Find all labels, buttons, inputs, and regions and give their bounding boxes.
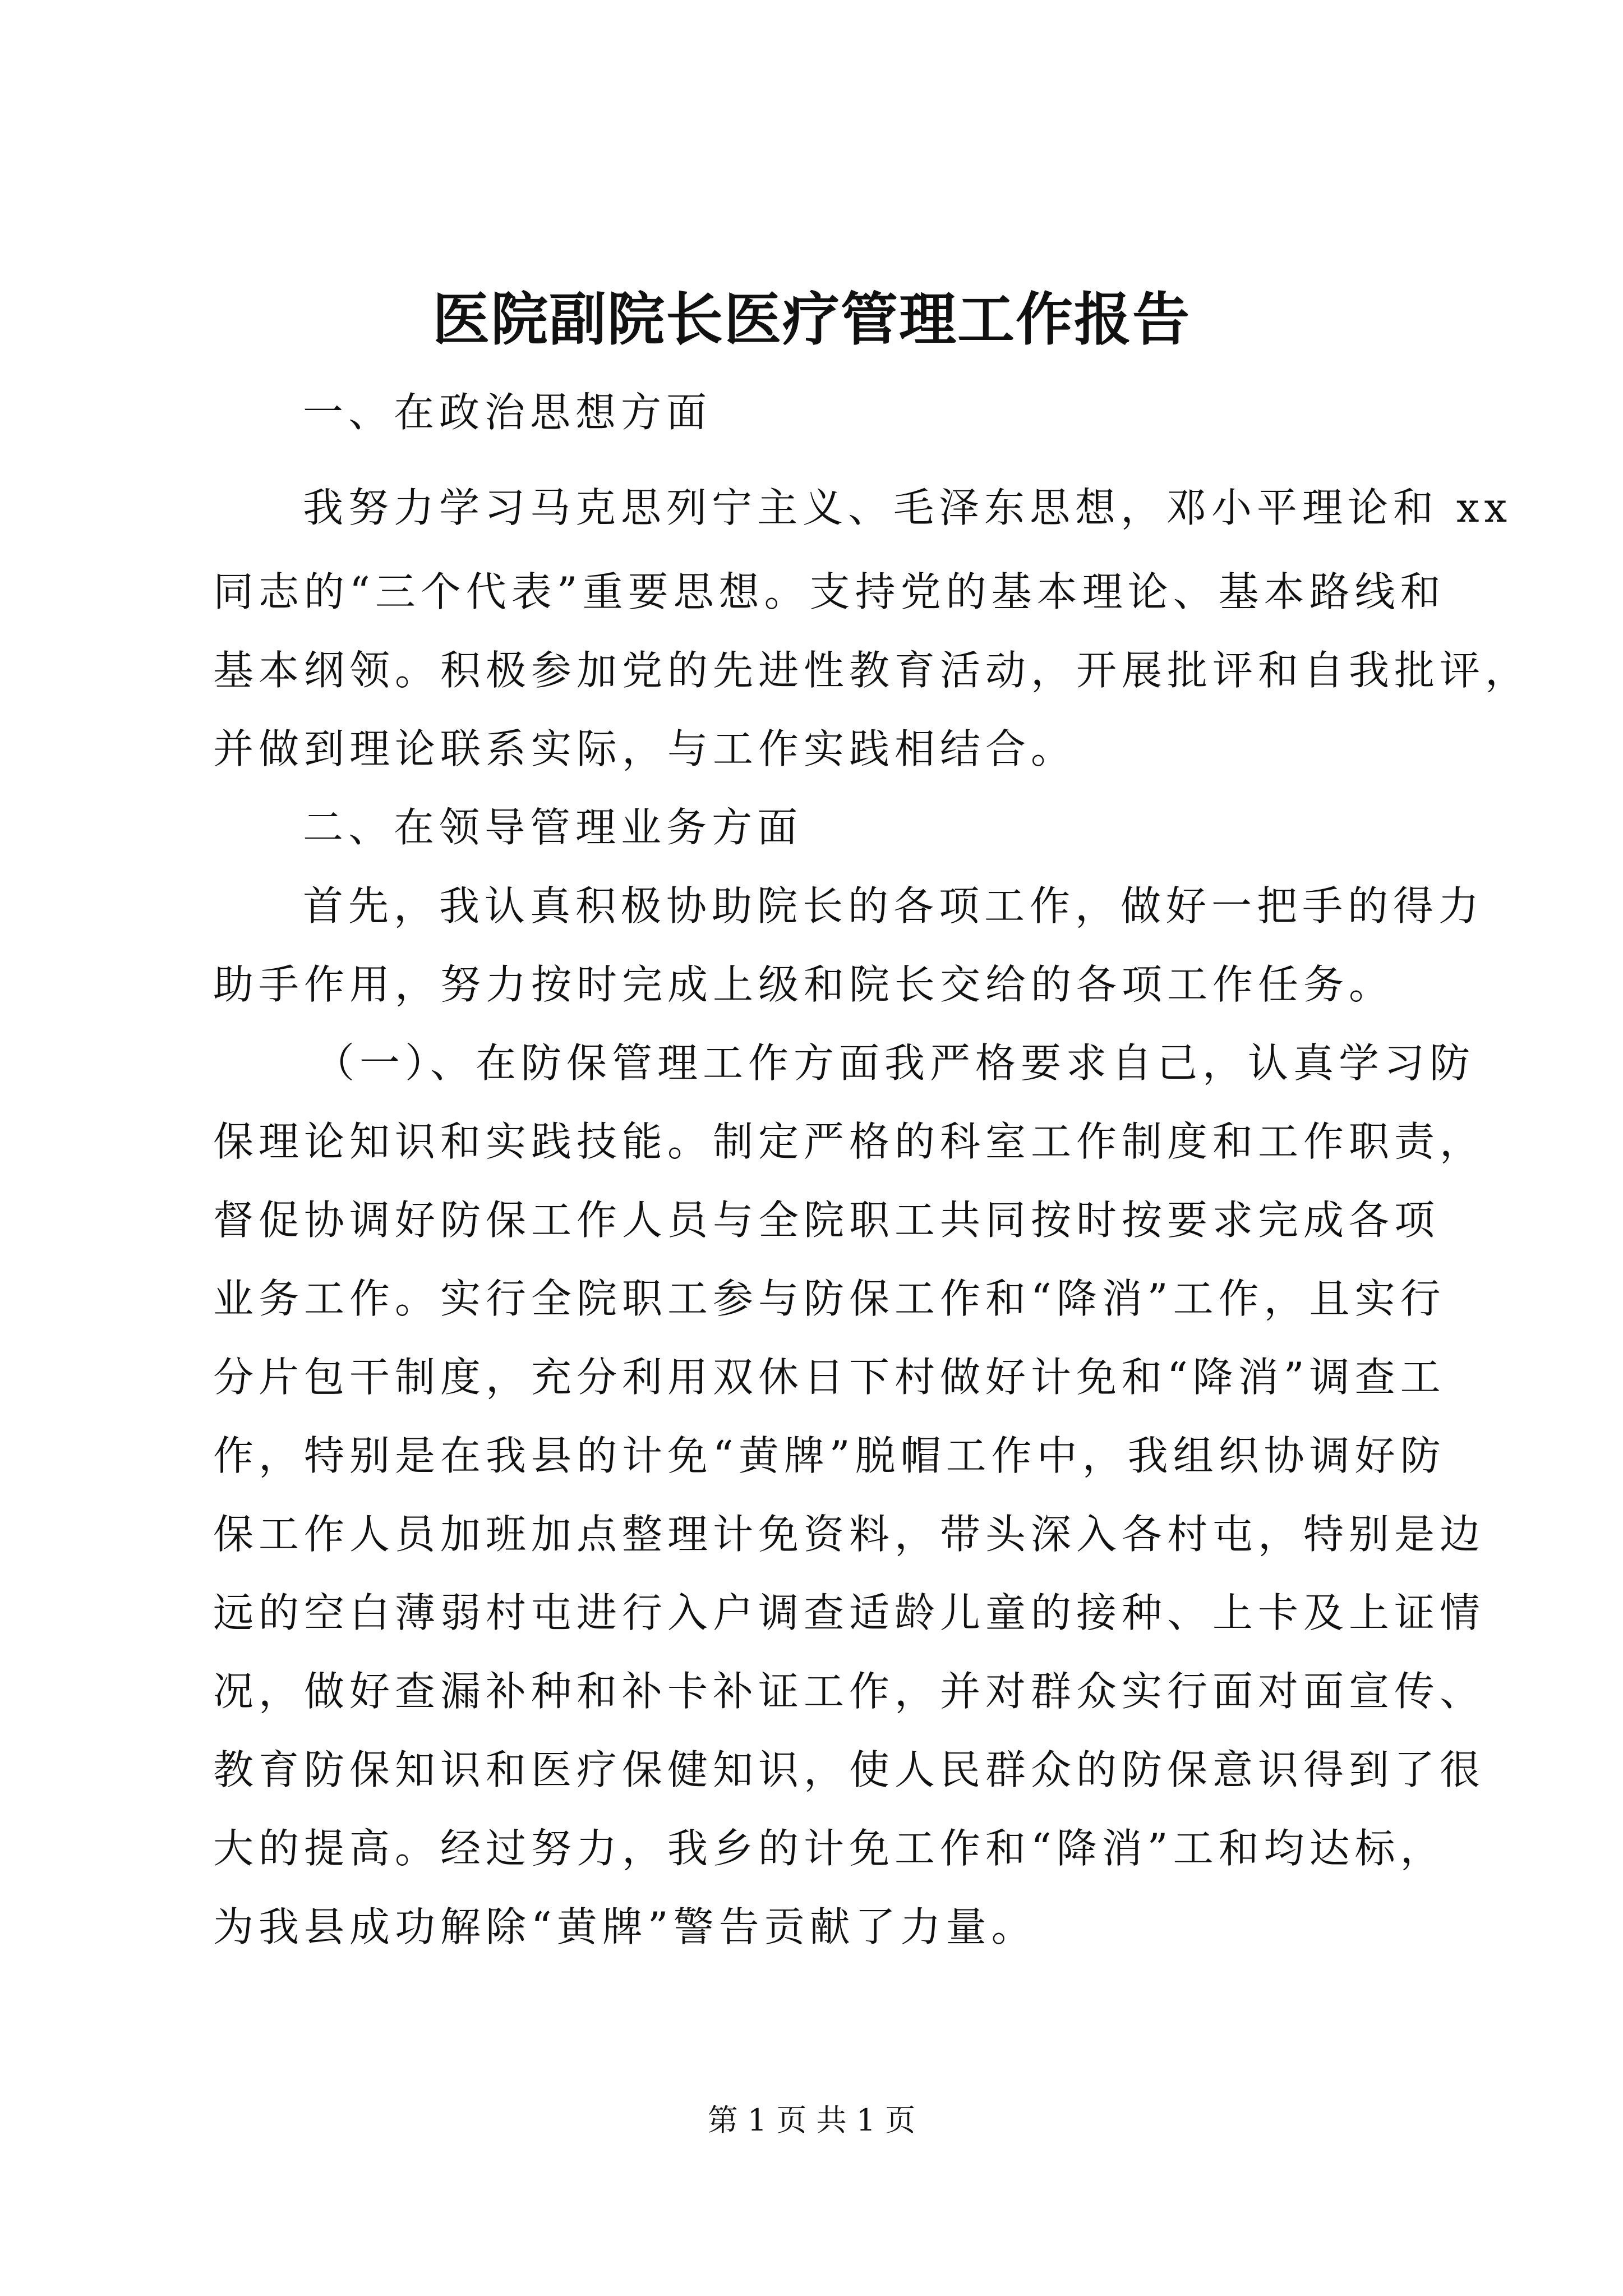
paragraph-line: 为我县成功解除“黄牌”警告贡献了力量。: [213, 1903, 1037, 1950]
paragraph-line: 保理论知识和实践技能。制定严格的科室工作制度和工作职责，: [213, 1118, 1486, 1165]
paragraph-line: 督促协调好防保工作人员与全院职工共同按时按要求完成各项: [213, 1197, 1440, 1244]
section-heading-2: 二、在领导管理业务方面: [303, 804, 803, 851]
paragraph-line: 保工作人员加班加点整理计免资料，带头深入各村屯，特别是边: [213, 1511, 1486, 1558]
page-number-footer: 第 1 页 共 1 页: [707, 2102, 916, 2138]
document-title: 医院副院长医疗管理工作报告: [432, 286, 1191, 353]
paragraph-line: （一）、在防保管理工作方面我严格要求自己，认真学习防: [314, 1039, 1476, 1087]
paragraph-line: 大的提高。经过努力，我乡的计免工作和“降消”工和均达标，: [213, 1825, 1446, 1872]
paragraph-line: 同志的“三个代表”重要思想。支持党的基本理论、基本路线和: [213, 568, 1446, 615]
paragraph-line: 分片包干制度，充分利用双休日下村做好计免和“降消”调查工: [213, 1354, 1446, 1401]
paragraph-line: 并做到理论联系实际，与工作实践相结合。: [213, 725, 1077, 772]
section-heading-1: 一、在政治思想方面: [303, 389, 712, 436]
paragraph-line: 我努力学习马克思列宁主义、毛泽东思想，邓小平理论和 xx: [303, 484, 1513, 531]
paragraph-line: 作，特别是在我县的计免“黄牌”脱帽工作中，我组织协调好防: [213, 1432, 1446, 1479]
paragraph-line: 基本纲领。积极参加党的先进性教育活动，开展批评和自我批评，: [213, 647, 1531, 694]
paragraph-line: 助手作用，努力按时完成上级和院长交给的各项工作任务。: [213, 961, 1395, 1008]
paragraph-line: 教育防保知识和医疗保健知识，使人民群众的防保意识得到了很: [213, 1746, 1486, 1793]
paragraph-line: 况，做好查漏补种和补卡补证工作，并对群众实行面对面宣传、: [213, 1668, 1486, 1715]
paragraph-line: 业务工作。实行全院职工参与防保工作和“降消”工作，且实行: [213, 1275, 1446, 1322]
paragraph-line: 远的空白薄弱村屯进行入户调查适龄儿童的接种、上卡及上证情: [213, 1589, 1486, 1636]
paragraph-line: 首先，我认真积极协助院长的各项工作，做好一把手的得力: [303, 882, 1484, 930]
